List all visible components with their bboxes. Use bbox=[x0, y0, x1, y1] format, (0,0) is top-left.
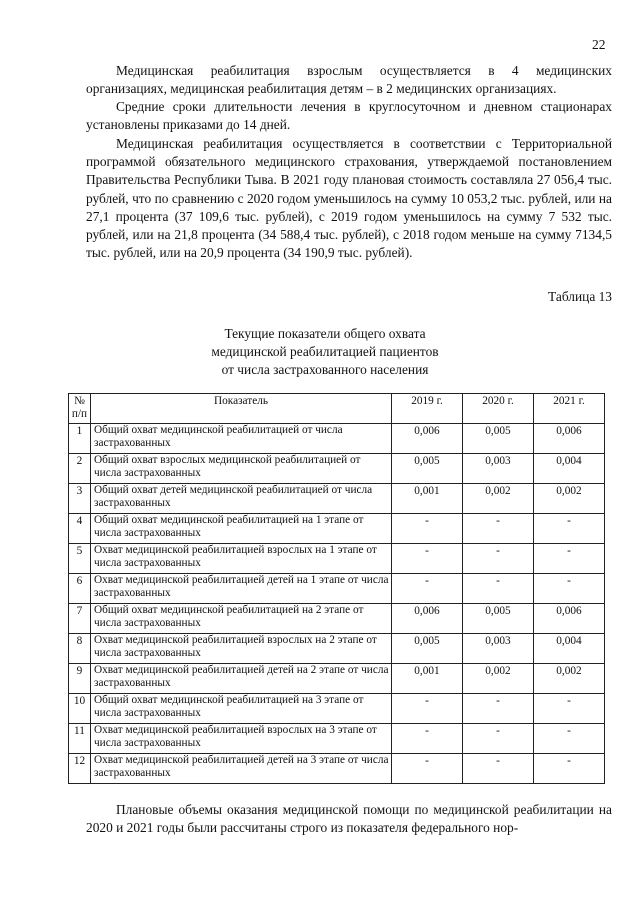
table-row bbox=[69, 724, 605, 754]
table-header-row bbox=[69, 394, 605, 424]
row-num-text: 4 bbox=[76, 515, 83, 527]
page-number: 22 bbox=[592, 37, 606, 52]
row-value-2021-text: 0,006 bbox=[556, 605, 582, 617]
row-num bbox=[69, 604, 91, 634]
row-value-2019 bbox=[392, 724, 463, 754]
row-value-2021 bbox=[534, 664, 605, 694]
table-title-line: медицинской реабилитацией пациентов bbox=[211, 344, 439, 359]
row-value-2020-text: 0,003 bbox=[485, 635, 511, 647]
table-row bbox=[69, 454, 605, 484]
row-indicator-text: Охват медицинской реабилитацией взрослых на 2 этапе от числа застрахованных bbox=[94, 634, 377, 659]
row-indicator-text: Общий охват взрослых медицинской реабилитацией от числа застрахованных bbox=[94, 454, 361, 479]
row-num-text: 8 bbox=[76, 635, 83, 647]
paragraph-planned-volumes bbox=[86, 801, 612, 837]
row-num-text: 1 bbox=[76, 425, 83, 437]
row-value-2021-text: - bbox=[567, 575, 571, 587]
row-num bbox=[69, 484, 91, 514]
row-indicator bbox=[91, 694, 392, 724]
paragraph-treatment-duration bbox=[86, 98, 612, 134]
row-value-2020-text: - bbox=[496, 575, 500, 587]
row-value-2019 bbox=[392, 424, 463, 454]
row-value-2021 bbox=[534, 604, 605, 634]
row-value-2021-text: 0,002 bbox=[556, 485, 582, 497]
row-value-2020 bbox=[463, 514, 534, 544]
row-value-2019 bbox=[392, 484, 463, 514]
row-value-2021-text: - bbox=[567, 695, 571, 707]
row-value-2019 bbox=[392, 754, 463, 784]
table-row bbox=[69, 694, 605, 724]
paragraph-text: Медицинская реабилитация осуществляется в соответствии с Территориальной программой обязательного медицинского страхования, утверждаемой постановлением Правительства Республики Тыва. В 2021 году плановая стоимость составляла 27 056,4 тыс. рублей, что по сравнению с 2020 годом уменьшилось на сумму 10 053,2 тыс. рублей, или на 27,1 процента (37 109,6 тыс. рублей), с 2019 годом уменьшилось на сумму 7 532 тыс. рублей, или на 21,8 процента (34 588,4 тыс. рублей), с 2018 годом меньше на сумму 7134,5 тыс. рублей, или на 20,9 процента (34 190,9 тыс. рублей). bbox=[86, 136, 612, 261]
row-value-2020 bbox=[463, 724, 534, 754]
row-value-2021 bbox=[534, 724, 605, 754]
row-num bbox=[69, 454, 91, 484]
row-value-2019 bbox=[392, 454, 463, 484]
row-value-2020-text: - bbox=[496, 755, 500, 767]
row-value-2021 bbox=[534, 694, 605, 724]
row-value-2021-text: - bbox=[567, 515, 571, 527]
row-value-2021 bbox=[534, 484, 605, 514]
table-title-line: Текущие показатели общего охвата bbox=[224, 326, 426, 341]
row-value-2019-text: - bbox=[425, 545, 429, 557]
row-indicator bbox=[91, 484, 392, 514]
row-value-2019 bbox=[392, 604, 463, 634]
row-indicator bbox=[91, 424, 392, 454]
row-indicator bbox=[91, 604, 392, 634]
row-indicator bbox=[91, 544, 392, 574]
row-indicator bbox=[91, 514, 392, 544]
row-value-2021-text: - bbox=[567, 545, 571, 557]
header-indicator: Показатель bbox=[91, 394, 392, 424]
row-value-2019 bbox=[392, 694, 463, 724]
row-num bbox=[69, 574, 91, 604]
table-label: Таблица 13 bbox=[548, 289, 612, 304]
row-indicator-text: Охват медицинской реабилитацией детей на 2 этапе от числа застрахованных bbox=[94, 664, 389, 689]
row-value-2021 bbox=[534, 454, 605, 484]
row-indicator bbox=[91, 664, 392, 694]
table-row bbox=[69, 484, 605, 514]
paragraph-text: Медицинская реабилитация взрослым осуществляется в 4 медицинских организациях, медицинская реабилитация детям – в 2 медицинских организациях. bbox=[86, 63, 612, 97]
row-value-2021-text: 0,006 bbox=[556, 425, 582, 437]
row-value-2019-text: 0,005 bbox=[414, 455, 440, 467]
row-indicator bbox=[91, 454, 392, 484]
table-row bbox=[69, 544, 605, 574]
row-num-text: 9 bbox=[76, 665, 83, 677]
row-indicator-text: Охват медицинской реабилитацией взрослых на 3 этапе от числа застрахованных bbox=[94, 724, 377, 749]
row-indicator-text: Общий охват детей медицинской реабилитацией от числа застрахованных bbox=[94, 484, 373, 509]
table-row bbox=[69, 424, 605, 454]
row-value-2020-text: 0,003 bbox=[485, 455, 511, 467]
row-value-2020-text: - bbox=[496, 725, 500, 737]
row-value-2019-text: 0,005 bbox=[414, 635, 440, 647]
row-value-2020 bbox=[463, 544, 534, 574]
row-num-text: 6 bbox=[76, 575, 83, 587]
row-value-2019 bbox=[392, 574, 463, 604]
header-2021: 2021 г. bbox=[534, 394, 605, 424]
row-value-2019-text: 0,001 bbox=[414, 665, 440, 677]
header-num: № п/п bbox=[69, 394, 91, 424]
row-value-2020 bbox=[463, 454, 534, 484]
row-num bbox=[69, 544, 91, 574]
row-value-2021-text: - bbox=[567, 755, 571, 767]
row-indicator-text: Общий охват медицинской реабилитацией от числа застрахованных bbox=[94, 424, 343, 449]
row-value-2021 bbox=[534, 514, 605, 544]
table-row bbox=[69, 754, 605, 784]
table-title-line: от числа застрахованного населения bbox=[221, 362, 429, 377]
row-value-2021 bbox=[534, 634, 605, 664]
row-num bbox=[69, 694, 91, 724]
row-num bbox=[69, 424, 91, 454]
table-title bbox=[150, 325, 500, 379]
row-value-2021 bbox=[534, 544, 605, 574]
row-value-2020-text: 0,005 bbox=[485, 605, 511, 617]
paragraph-text: Плановые объемы оказания медицинской помощи по медицинской реабилитации на 2020 и 2021 годы были рассчитаны строго из показателя федерального нор- bbox=[86, 802, 612, 836]
row-value-2020 bbox=[463, 574, 534, 604]
row-value-2020 bbox=[463, 484, 534, 514]
row-value-2020-text: - bbox=[496, 515, 500, 527]
table-row bbox=[69, 574, 605, 604]
row-value-2021 bbox=[534, 574, 605, 604]
header-2020: 2020 г. bbox=[463, 394, 534, 424]
row-num-text: 11 bbox=[74, 725, 85, 737]
row-indicator bbox=[91, 754, 392, 784]
row-indicator-text: Общий охват медицинской реабилитацией на 1 этапе от числа застрахованных bbox=[94, 514, 364, 539]
row-indicator-text: Охват медицинской реабилитацией детей на 1 этапе от числа застрахованных bbox=[94, 574, 389, 599]
paragraph-funding bbox=[86, 135, 612, 262]
row-value-2020-text: 0,005 bbox=[485, 425, 511, 437]
row-value-2020-text: - bbox=[496, 695, 500, 707]
row-indicator-text: Общий охват медицинской реабилитацией на 2 этапе от числа застрахованных bbox=[94, 604, 364, 629]
row-value-2021-text: 0,002 bbox=[556, 665, 582, 677]
table-row bbox=[69, 514, 605, 544]
row-value-2021-text: 0,004 bbox=[556, 635, 582, 647]
row-num-text: 7 bbox=[76, 605, 83, 617]
row-value-2021-text: - bbox=[567, 725, 571, 737]
row-num bbox=[69, 634, 91, 664]
row-indicator-text: Общий охват медицинской реабилитацией на 3 этапе от числа застрахованных bbox=[94, 694, 364, 719]
row-value-2019-text: 0,006 bbox=[414, 425, 440, 437]
row-indicator-text: Охват медицинской реабилитацией детей на 3 этапе от числа застрахованных bbox=[94, 754, 389, 779]
row-value-2021 bbox=[534, 754, 605, 784]
row-value-2019 bbox=[392, 514, 463, 544]
table-row bbox=[69, 664, 605, 694]
paragraph-rehab-organizations bbox=[86, 62, 612, 98]
row-num-text: 12 bbox=[73, 755, 86, 767]
paragraph-text: Средние сроки длительности лечения в круглосуточном и дневном стационарах установлены приказами до 14 дней. bbox=[86, 99, 612, 133]
row-value-2019-text: - bbox=[425, 725, 429, 737]
row-num bbox=[69, 664, 91, 694]
row-num bbox=[69, 514, 91, 544]
table-row bbox=[69, 634, 605, 664]
row-value-2020 bbox=[463, 754, 534, 784]
row-value-2020 bbox=[463, 604, 534, 634]
row-indicator-text: Охват медицинской реабилитацией взрослых на 1 этапе от числа застрахованных bbox=[94, 544, 377, 569]
row-value-2019-text: 0,006 bbox=[414, 605, 440, 617]
row-indicator bbox=[91, 634, 392, 664]
row-value-2020-text: 0,002 bbox=[485, 485, 511, 497]
row-value-2020 bbox=[463, 424, 534, 454]
row-value-2020 bbox=[463, 634, 534, 664]
row-value-2019 bbox=[392, 664, 463, 694]
row-value-2019-text: - bbox=[425, 515, 429, 527]
row-value-2019-text: - bbox=[425, 755, 429, 767]
row-value-2020 bbox=[463, 664, 534, 694]
row-value-2021 bbox=[534, 424, 605, 454]
header-2019: 2019 г. bbox=[392, 394, 463, 424]
row-value-2021-text: 0,004 bbox=[556, 455, 582, 467]
table-row bbox=[69, 604, 605, 634]
row-value-2019 bbox=[392, 544, 463, 574]
row-num-text: 3 bbox=[76, 485, 83, 497]
row-indicator bbox=[91, 724, 392, 754]
row-num bbox=[69, 754, 91, 784]
row-value-2019-text: 0,001 bbox=[414, 485, 440, 497]
row-num-text: 5 bbox=[76, 545, 83, 557]
row-value-2019-text: - bbox=[425, 575, 429, 587]
row-num bbox=[69, 724, 91, 754]
row-indicator bbox=[91, 574, 392, 604]
row-num-text: 2 bbox=[76, 455, 83, 467]
row-value-2019-text: - bbox=[425, 695, 429, 707]
row-value-2020 bbox=[463, 694, 534, 724]
row-value-2020-text: 0,002 bbox=[485, 665, 511, 677]
row-value-2020-text: - bbox=[496, 545, 500, 557]
row-value-2019 bbox=[392, 634, 463, 664]
coverage-table bbox=[68, 393, 605, 784]
row-num-text: 10 bbox=[73, 695, 86, 707]
